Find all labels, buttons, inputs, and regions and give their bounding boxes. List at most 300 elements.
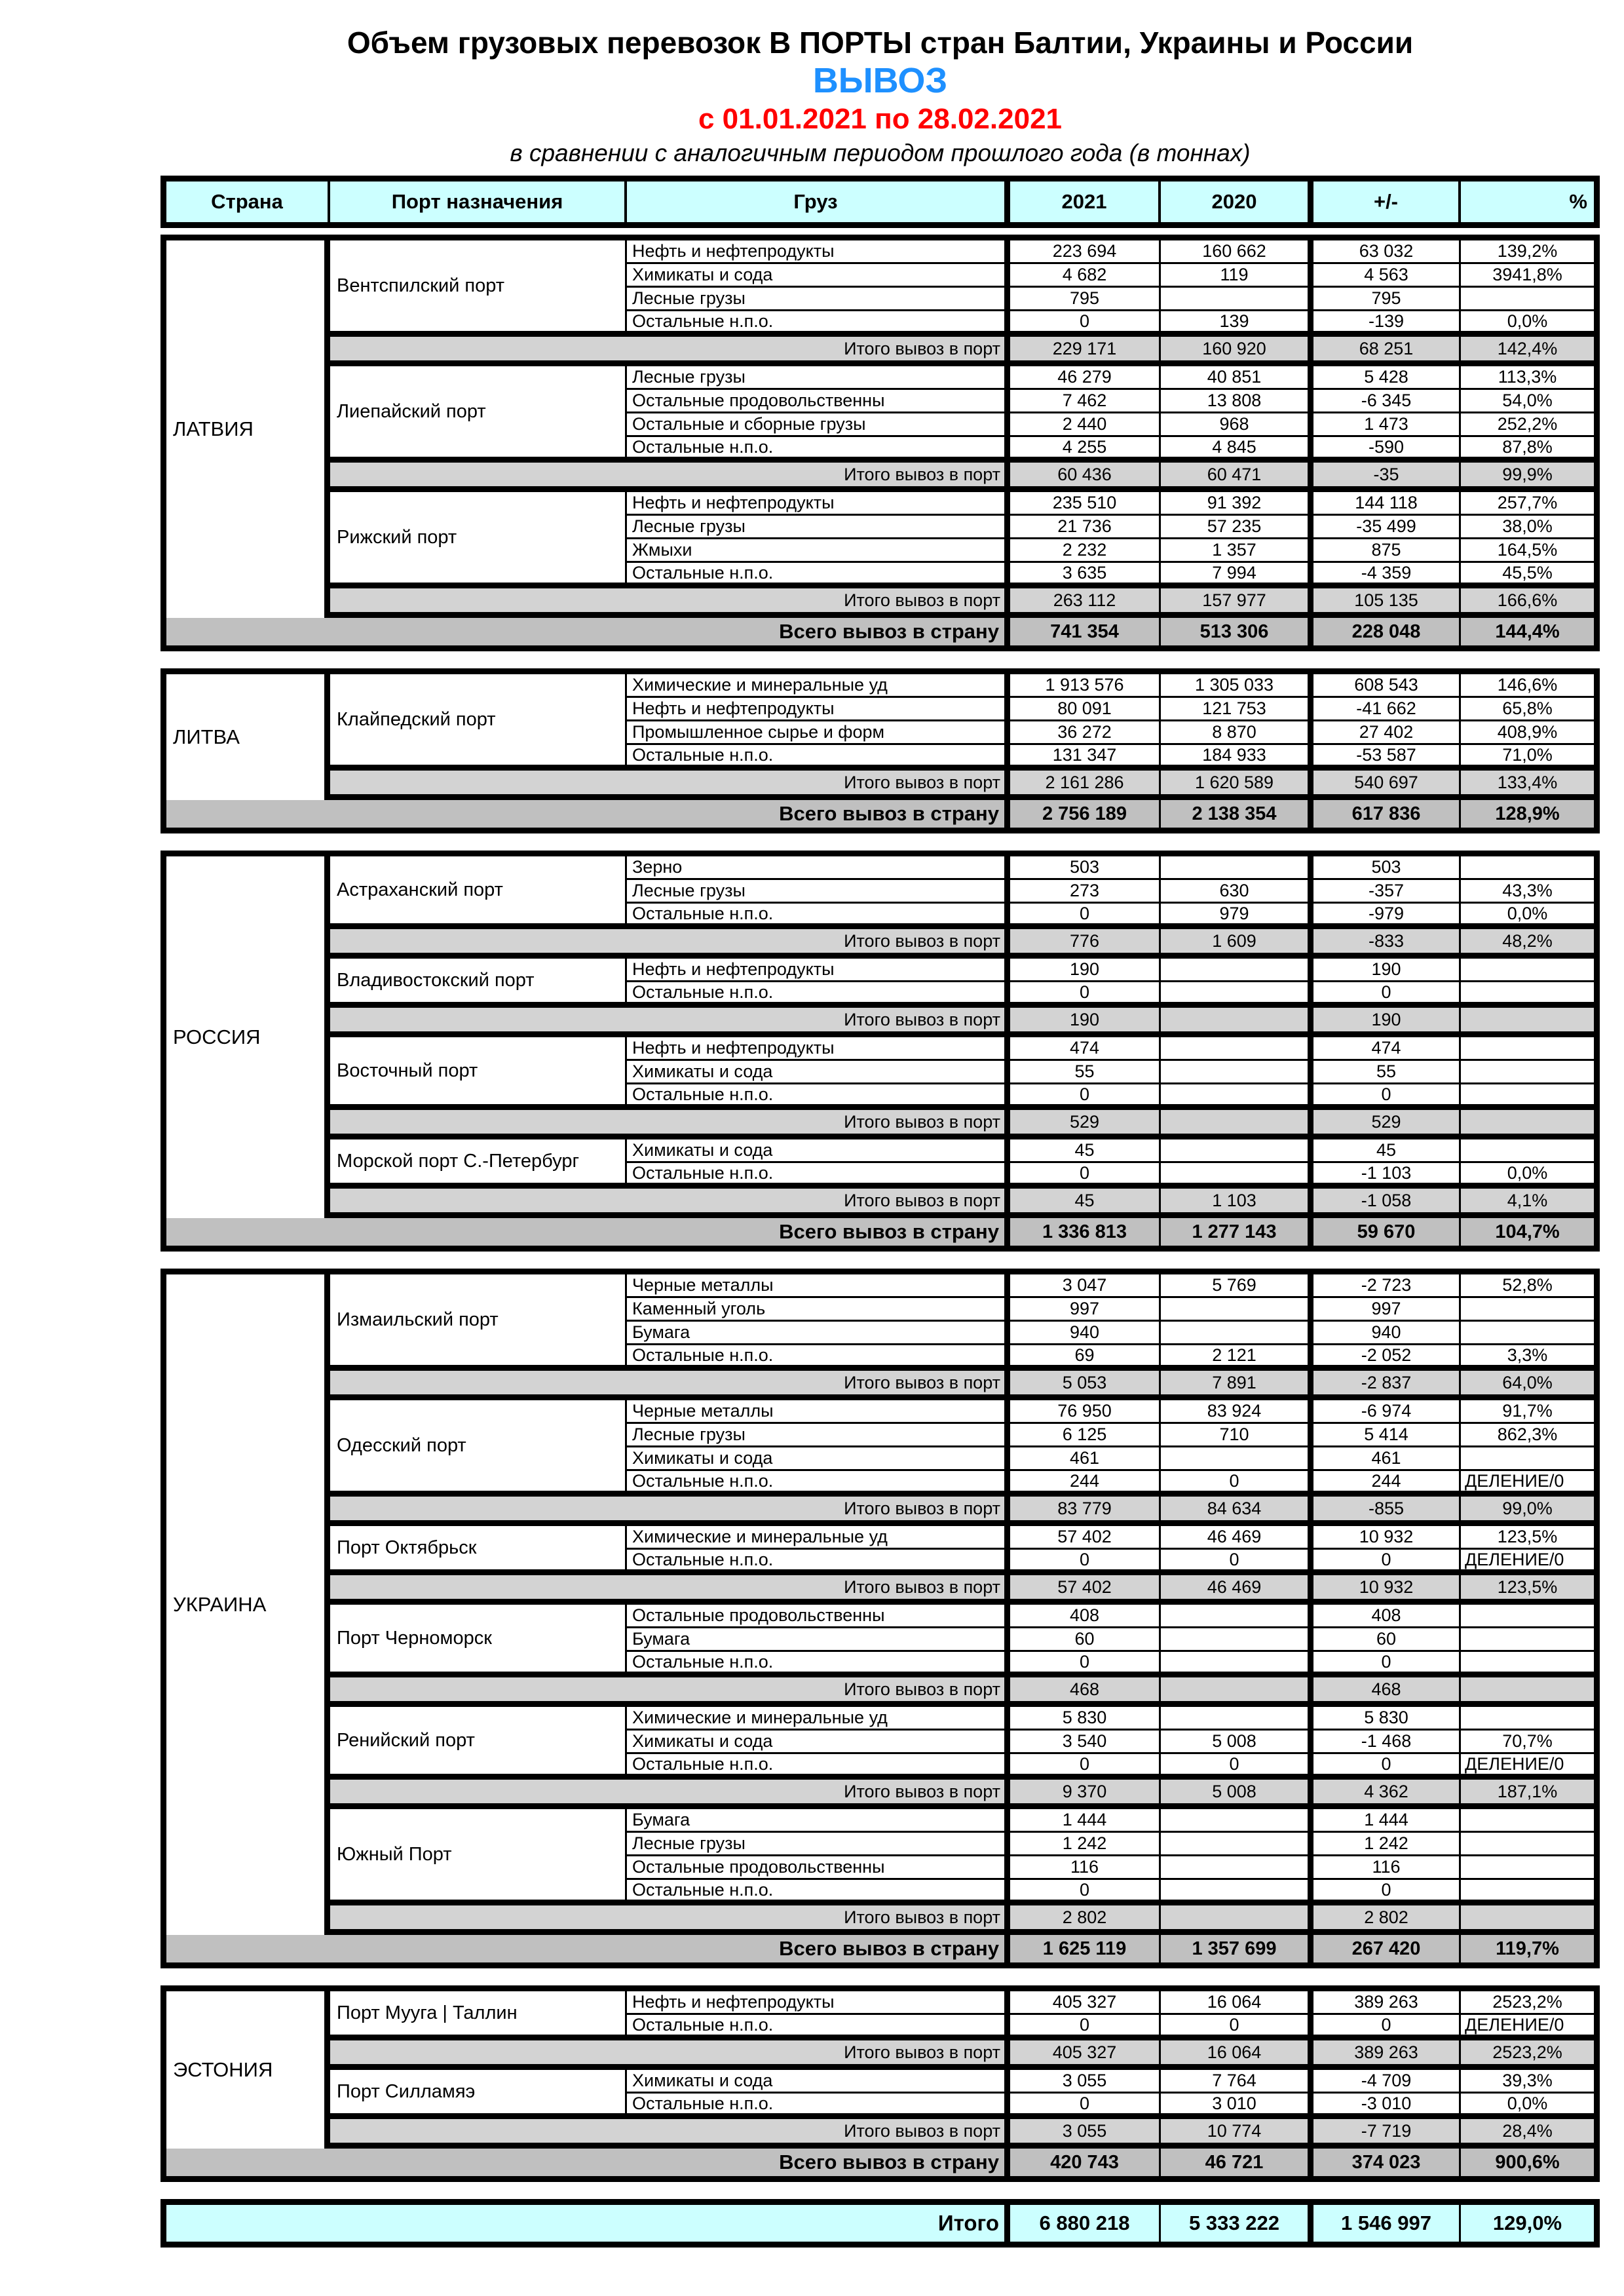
cargo-cell: Химикаты и сода [627, 1731, 1010, 1752]
value-y2020-cell [1161, 1298, 1313, 1320]
cargo-row [627, 674, 1594, 698]
value-y2021-cell: 503 [1010, 856, 1161, 878]
country-ports-area [166, 1274, 1594, 1935]
value-pct-cell: ДЕЛЕНИЕ/0 [1465, 1754, 1564, 1774]
cargo-cell: Нефть и нефтепродукты [627, 240, 1010, 262]
port-total-label: Итого вывоз в порт [330, 1497, 1010, 1520]
cargo-rows [627, 674, 1594, 765]
port-total-label: Итого вывоз в порт [330, 1371, 1010, 1394]
port-name-cell: Клайпедский порт [330, 674, 627, 765]
cargo-cell: Остальные н.п.о. [627, 1754, 1010, 1774]
country-block [161, 235, 1600, 651]
port-total-label: Итого вывоз в порт [330, 929, 1010, 953]
value-pct-cell [1461, 982, 1594, 1002]
header-pct: % [1569, 190, 1587, 214]
country-total-diff-cell: 617 836 [1313, 800, 1461, 828]
value-pct-cell: 54,0% [1502, 391, 1553, 411]
flow-subtitle: ВЫВОЗ [812, 60, 948, 100]
port-name-cell: Вентспилский порт [330, 240, 627, 331]
header-cargo: Груз [627, 182, 1010, 222]
port-total-pct-cell [1461, 1905, 1594, 1929]
cargo-rows [627, 1809, 1594, 1900]
country-total-y2021-cell: 1 625 119 [1010, 1935, 1161, 1962]
value-y2020-cell: 2 121 [1161, 1345, 1313, 1365]
cargo-cell: Остальные н.п.о. [627, 982, 1010, 1002]
port-total-label: Итого вывоз в порт [330, 2119, 1010, 2143]
value-pct-cell [1461, 1037, 1594, 1059]
value-y2020-cell: 0 [1161, 2015, 1313, 2035]
grand-total-pct: 129,0% [1492, 2211, 1562, 2235]
value-pct-cell [1461, 1322, 1594, 1343]
value-diff-cell: 408 [1313, 1605, 1461, 1626]
port-total-label: Итого вывоз в порт [330, 1905, 1010, 1929]
cargo-rows [627, 492, 1594, 583]
value-diff-cell: 997 [1313, 1298, 1461, 1320]
value-y2021-cell: 3 055 [1010, 2070, 1161, 2092]
value-pct-cell: ДЕЛЕНИЕ/0 [1465, 2015, 1564, 2035]
port-name-cell: Ренийский порт [330, 1707, 627, 1774]
value-pct-cell: 43,3% [1502, 881, 1553, 901]
value-y2021-cell: 0 [1010, 982, 1161, 1002]
port-total-y2020-cell: 16 064 [1161, 2040, 1313, 2064]
value-y2020-cell [1161, 1139, 1313, 1161]
port-group [330, 1526, 1594, 1575]
port-total-row [330, 2119, 1594, 2149]
value-y2021-cell: 0 [1010, 2094, 1161, 2113]
port-name-cell: Одесский порт [330, 1400, 627, 1491]
grand-total-2020: 5 333 222 [1161, 2205, 1313, 2242]
country-total-label: Всего вывоз в страну [166, 800, 1010, 828]
cargo-rows [627, 959, 1594, 1002]
port-group [330, 1139, 1594, 1189]
cargo-rows [627, 240, 1594, 331]
cargo-cell: Химикаты и сода [627, 264, 1010, 286]
value-y2020-cell: 8 870 [1161, 721, 1313, 743]
value-pct-cell [1461, 1061, 1594, 1082]
country-total-y2020-cell: 2 138 354 [1161, 800, 1313, 828]
value-diff-cell: 0 [1313, 1550, 1461, 1569]
value-y2021-cell: 0 [1010, 2015, 1161, 2035]
value-y2021-cell: 55 [1010, 1061, 1161, 1082]
country-total-row [166, 800, 1594, 828]
value-y2020-cell: 5 769 [1161, 1274, 1313, 1296]
value-pct-cell [1461, 1628, 1594, 1650]
port-group [330, 1707, 1594, 1780]
port-total-y2020-cell: 7 891 [1161, 1371, 1313, 1394]
cargo-row [627, 880, 1594, 904]
port-total-y2020-cell: 60 471 [1161, 463, 1313, 486]
value-y2020-cell: 710 [1161, 1424, 1313, 1445]
country-total-row [166, 1218, 1594, 1246]
value-y2021-cell: 76 950 [1010, 1400, 1161, 1422]
header-country: Страна [166, 182, 330, 222]
port-total-row [330, 929, 1594, 959]
value-y2021-cell: 1 242 [1010, 1833, 1161, 1854]
value-pct-cell: 45,5% [1502, 563, 1553, 583]
cargo-cell: Химические и минеральные уд [627, 1526, 1010, 1548]
port-total-diff-cell: 529 [1313, 1110, 1461, 1134]
port-total-y2021-cell: 190 [1010, 1008, 1161, 1031]
country-total-y2021-cell: 420 743 [1010, 2149, 1161, 2176]
value-y2021-cell: 6 125 [1010, 1424, 1161, 1445]
cargo-rows [627, 1991, 1594, 2035]
value-y2021-cell: 997 [1010, 1298, 1161, 1320]
value-pct-cell: 0,0% [1507, 904, 1548, 923]
country-total-diff-cell: 267 420 [1313, 1935, 1461, 1962]
value-diff-cell: 5 428 [1313, 366, 1461, 388]
country-total-y2020-cell: 1 357 699 [1161, 1935, 1313, 1962]
country-ports-area [166, 856, 1594, 1218]
port-name-cell: Лиепайский порт [330, 366, 627, 457]
country-total-row [166, 618, 1594, 645]
value-pct-cell: 87,8% [1502, 437, 1553, 457]
value-y2021-cell: 405 327 [1010, 1991, 1161, 2013]
port-total-y2021-cell: 3 055 [1010, 2119, 1161, 2143]
country-name-cell: УКРАИНА [166, 1274, 330, 1935]
cargo-row [627, 1084, 1594, 1104]
value-diff-cell: 875 [1313, 539, 1461, 561]
value-pct-cell: 0,0% [1507, 311, 1548, 331]
country-total-diff-cell: 59 670 [1313, 1218, 1461, 1246]
value-pct-cell [1461, 1298, 1594, 1320]
period-subtitle: с 01.01.2021 по 28.02.2021 [698, 103, 1063, 136]
value-y2021-cell: 1 444 [1010, 1809, 1161, 1831]
value-y2020-cell [1161, 1707, 1313, 1729]
port-total-pct-cell: 48,2% [1502, 930, 1553, 951]
value-y2021-cell: 474 [1010, 1037, 1161, 1059]
value-y2021-cell: 0 [1010, 1084, 1161, 1104]
value-diff-cell: 461 [1313, 1447, 1461, 1469]
value-diff-cell: 0 [1313, 982, 1461, 1002]
port-total-diff-cell: 68 251 [1313, 337, 1461, 360]
port-name-cell: Измаильский порт [330, 1274, 627, 1365]
port-total-pct-cell: 123,5% [1497, 1577, 1558, 1597]
country-total-y2020-cell: 46 721 [1161, 2149, 1313, 2176]
value-diff-cell: -6 974 [1313, 1400, 1461, 1422]
value-y2020-cell: 139 [1161, 311, 1313, 331]
value-pct-cell [1461, 1856, 1594, 1878]
port-total-row [330, 2040, 1594, 2070]
cargo-row [627, 1628, 1594, 1652]
port-total-diff-cell: 389 263 [1313, 2040, 1461, 2064]
value-y2020-cell: 46 469 [1161, 1526, 1313, 1548]
value-diff-cell: -4 709 [1313, 2070, 1461, 2092]
port-total-y2021-cell: 83 779 [1010, 1497, 1161, 1520]
value-pct-cell: 139,2% [1497, 241, 1558, 261]
value-pct-cell: 0,0% [1507, 1163, 1548, 1183]
cargo-cell: Остальные н.п.о. [627, 1550, 1010, 1569]
port-total-diff-cell: 468 [1313, 1677, 1461, 1701]
value-y2021-cell: 2 440 [1010, 413, 1161, 435]
value-y2020-cell [1161, 1163, 1313, 1183]
value-y2020-cell [1161, 1880, 1313, 1900]
port-total-diff-cell: -833 [1313, 929, 1461, 953]
port-total-pct-cell [1461, 1677, 1594, 1701]
page-title: Объем грузовых перевозок В ПОРТЫ стран Балтии, Украины и России [347, 26, 1414, 60]
cargo-cell: Химикаты и сода [627, 1447, 1010, 1469]
ports-stack [330, 856, 1594, 1218]
port-total-y2021-cell: 9 370 [1010, 1780, 1161, 1803]
value-diff-cell: 1 242 [1313, 1833, 1461, 1854]
cargo-row [627, 2094, 1594, 2113]
country-total-y2021-cell: 741 354 [1010, 618, 1161, 645]
value-y2021-cell: 0 [1010, 1754, 1161, 1774]
port-total-y2020-cell: 5 008 [1161, 1780, 1313, 1803]
cargo-cell: Остальные продовольственны [627, 1605, 1010, 1626]
country-total-pct-cell: 128,9% [1495, 803, 1560, 824]
value-y2020-cell [1161, 1605, 1313, 1626]
cargo-cell: Химикаты и сода [627, 1139, 1010, 1161]
value-y2021-cell: 60 [1010, 1628, 1161, 1650]
value-pct-cell [1461, 959, 1594, 980]
value-y2021-cell: 3 047 [1010, 1274, 1161, 1296]
value-pct-cell: 39,3% [1502, 2071, 1553, 2091]
port-total-diff-cell: -855 [1313, 1497, 1461, 1520]
value-y2020-cell: 184 933 [1161, 745, 1313, 765]
port-total-y2021-cell: 2 161 286 [1010, 771, 1161, 794]
value-pct-cell [1461, 1833, 1594, 1854]
cargo-cell: Черные металлы [627, 1400, 1010, 1422]
cargo-row [627, 1707, 1594, 1731]
cargo-cell: Остальные продовольственны [627, 1856, 1010, 1878]
value-y2020-cell: 91 392 [1161, 492, 1313, 514]
port-name-cell: Порт Мууга | Таллин [330, 1991, 627, 2035]
value-diff-cell: -53 587 [1313, 745, 1461, 765]
country-blocks [161, 235, 1600, 2182]
value-y2020-cell [1161, 1447, 1313, 1469]
cargo-cell: Остальные продовольственны [627, 390, 1010, 411]
port-total-row [330, 337, 1594, 366]
value-y2021-cell: 5 830 [1010, 1707, 1161, 1729]
port-total-label: Итого вывоз в порт [330, 1008, 1010, 1031]
cargo-row [627, 1400, 1594, 1424]
cargo-row [627, 1754, 1594, 1774]
port-total-pct-cell: 2523,2% [1492, 2042, 1562, 2062]
cargo-rows [627, 1274, 1594, 1365]
port-total-y2020-cell [1161, 1110, 1313, 1134]
value-y2020-cell: 16 064 [1161, 1991, 1313, 2013]
value-pct-cell: 3941,8% [1492, 265, 1562, 285]
value-y2021-cell: 408 [1010, 1605, 1161, 1626]
cargo-cell: Лесные грузы [627, 880, 1010, 902]
value-pct-cell: 38,0% [1502, 516, 1553, 537]
port-total-pct-cell: 64,0% [1502, 1372, 1553, 1392]
cargo-row [627, 1526, 1594, 1550]
cargo-cell: Остальные н.п.о. [627, 1163, 1010, 1183]
port-name-cell: Астраханский порт [330, 856, 627, 923]
cargo-cell: Нефть и нефтепродукты [627, 959, 1010, 980]
country-total-pct-cell: 104,7% [1495, 1221, 1560, 1242]
port-total-diff-cell: -35 [1313, 463, 1461, 486]
value-diff-cell: -357 [1313, 880, 1461, 902]
value-pct-cell: 123,5% [1497, 1527, 1558, 1547]
country-name-cell: РОССИЯ [166, 856, 330, 1218]
value-diff-cell: 144 118 [1313, 492, 1461, 514]
port-total-label: Итого вывоз в порт [330, 337, 1010, 360]
port-total-pct-cell [1461, 1110, 1594, 1134]
port-total-pct-cell: 99,0% [1502, 1498, 1553, 1518]
value-diff-cell: 940 [1313, 1322, 1461, 1343]
country-block [161, 668, 1600, 833]
value-y2021-cell: 461 [1010, 1447, 1161, 1469]
value-y2020-cell [1161, 1833, 1313, 1854]
cargo-row [627, 288, 1594, 311]
port-name-cell: Морской порт С.-Петербург [330, 1139, 627, 1183]
cargo-row [627, 1061, 1594, 1084]
cargo-row [627, 904, 1594, 923]
country-name-cell: ЭСТОНИЯ [166, 1991, 330, 2149]
cargo-cell: Лесные грузы [627, 366, 1010, 388]
cargo-cell: Промышленное сырье и форм [627, 721, 1010, 743]
country-ports-area [166, 674, 1594, 800]
port-total-diff-cell: 105 135 [1313, 588, 1461, 612]
port-total-y2021-cell: 263 112 [1010, 588, 1161, 612]
value-pct-cell [1461, 1447, 1594, 1469]
value-diff-cell: -35 499 [1313, 516, 1461, 537]
cargo-rows [627, 1526, 1594, 1569]
value-diff-cell: 45 [1313, 1139, 1461, 1161]
cargo-row [627, 1809, 1594, 1833]
port-total-diff-cell: -2 837 [1313, 1371, 1461, 1394]
port-total-label: Итого вывоз в порт [330, 1575, 1010, 1599]
port-total-row [330, 588, 1594, 618]
value-diff-cell: 63 032 [1313, 240, 1461, 262]
value-y2021-cell: 0 [1010, 904, 1161, 923]
value-y2021-cell: 7 462 [1010, 390, 1161, 411]
value-y2020-cell: 7 764 [1161, 2070, 1313, 2092]
port-group [330, 674, 1594, 771]
port-total-diff-cell: 190 [1313, 1008, 1461, 1031]
cargo-rows [627, 1139, 1594, 1183]
cargo-row [627, 437, 1594, 457]
value-y2020-cell [1161, 288, 1313, 309]
cargo-cell: Остальные н.п.о. [627, 1084, 1010, 1104]
country-block [161, 1269, 1600, 1968]
cargo-cell: Бумага [627, 1628, 1010, 1650]
value-diff-cell: 5 830 [1313, 1707, 1461, 1729]
value-diff-cell: 5 414 [1313, 1424, 1461, 1445]
value-y2021-cell: 244 [1010, 1471, 1161, 1491]
port-group [330, 1809, 1594, 1905]
value-y2021-cell: 795 [1010, 288, 1161, 309]
cargo-row [627, 264, 1594, 288]
port-total-label: Итого вывоз в порт [330, 463, 1010, 486]
port-group [330, 2070, 1594, 2119]
value-diff-cell: -6 345 [1313, 390, 1461, 411]
port-total-pct-cell: 4,1% [1507, 1190, 1548, 1210]
value-y2020-cell: 5 008 [1161, 1731, 1313, 1752]
port-total-row [330, 1008, 1594, 1037]
cargo-cell: Нефть и нефтепродукты [627, 1991, 1010, 2013]
value-pct-cell: 252,2% [1497, 414, 1558, 434]
port-total-diff-cell: 2 802 [1313, 1905, 1461, 1929]
port-total-diff-cell: -7 719 [1313, 2119, 1461, 2143]
port-total-pct-cell: 187,1% [1497, 1781, 1558, 1801]
port-total-diff-cell: 10 932 [1313, 1575, 1461, 1599]
value-y2021-cell: 2 232 [1010, 539, 1161, 561]
value-y2020-cell: 1 357 [1161, 539, 1313, 561]
value-pct-cell [1461, 1605, 1594, 1626]
port-total-row [330, 1497, 1594, 1526]
port-total-row [330, 771, 1594, 800]
cargo-cell: Каменный уголь [627, 1298, 1010, 1320]
port-total-y2021-cell: 45 [1010, 1189, 1161, 1212]
value-diff-cell: 4 563 [1313, 264, 1461, 286]
port-name-cell: Южный Порт [330, 1809, 627, 1900]
value-y2020-cell [1161, 959, 1313, 980]
value-diff-cell: 1 444 [1313, 1809, 1461, 1831]
value-pct-cell: 52,8% [1502, 1275, 1553, 1295]
value-y2020-cell [1161, 1061, 1313, 1082]
port-total-label: Итого вывоз в порт [330, 1110, 1010, 1134]
value-y2021-cell: 3 635 [1010, 563, 1161, 583]
port-total-y2020-cell: 84 634 [1161, 1497, 1313, 1520]
cargo-cell: Остальные н.п.о. [627, 1652, 1010, 1672]
ports-stack [330, 674, 1594, 800]
value-pct-cell: 113,3% [1498, 367, 1557, 387]
header-diff: +/- [1313, 182, 1461, 222]
cargo-row [627, 1139, 1594, 1163]
port-total-pct-cell: 28,4% [1502, 2120, 1553, 2141]
value-pct-cell [1461, 1652, 1594, 1672]
header-2021: 2021 [1010, 182, 1161, 222]
port-total-y2021-cell: 468 [1010, 1677, 1161, 1701]
port-total-y2020-cell: 10 774 [1161, 2119, 1313, 2143]
value-pct-cell: 408,9% [1497, 722, 1558, 742]
value-diff-cell: 503 [1313, 856, 1461, 878]
port-name-cell: Владивостокский порт [330, 959, 627, 1002]
port-total-y2021-cell: 405 327 [1010, 2040, 1161, 2064]
value-y2021-cell: 940 [1010, 1322, 1161, 1343]
port-total-y2020-cell: 160 920 [1161, 337, 1313, 360]
country-total-row [166, 2149, 1594, 2176]
port-group [330, 1605, 1594, 1677]
value-y2021-cell: 235 510 [1010, 492, 1161, 514]
cargo-cell: Лесные грузы [627, 516, 1010, 537]
value-diff-cell: 60 [1313, 1628, 1461, 1650]
cargo-cell: Зерно [627, 856, 1010, 878]
port-total-diff-cell: -1 058 [1313, 1189, 1461, 1212]
port-group [330, 240, 1594, 337]
cargo-cell: Остальные н.п.о. [627, 311, 1010, 331]
value-pct-cell: 257,7% [1497, 493, 1558, 513]
country-total-y2021-cell: 1 336 813 [1010, 1218, 1161, 1246]
value-y2021-cell: 69 [1010, 1345, 1161, 1365]
table-header-row [161, 176, 1600, 228]
value-y2020-cell [1161, 1084, 1313, 1104]
country-total-y2021-cell: 2 756 189 [1010, 800, 1161, 828]
cargo-cell: Остальные н.п.о. [627, 2015, 1010, 2035]
cargo-row [627, 1298, 1594, 1322]
port-total-y2021-cell: 57 402 [1010, 1575, 1161, 1599]
value-diff-cell: 244 [1313, 1471, 1461, 1491]
value-y2021-cell: 273 [1010, 880, 1161, 902]
value-y2021-cell: 0 [1010, 1652, 1161, 1672]
value-y2021-cell: 131 347 [1010, 745, 1161, 765]
value-y2021-cell: 3 540 [1010, 1731, 1161, 1752]
value-y2021-cell: 4 682 [1010, 264, 1161, 286]
value-diff-cell: -1 468 [1313, 1731, 1461, 1752]
port-group [330, 959, 1594, 1008]
port-name-cell: Порт Силламяэ [330, 2070, 627, 2113]
country-name-cell: ЛАТВИЯ [166, 240, 330, 618]
value-y2021-cell: 57 402 [1010, 1526, 1161, 1548]
value-diff-cell: -2 723 [1313, 1274, 1461, 1296]
cargo-rows [627, 2070, 1594, 2113]
cargo-row [627, 1991, 1594, 2015]
value-pct-cell [1461, 1084, 1594, 1104]
cargo-cell: Остальные н.п.о. [627, 2094, 1010, 2113]
